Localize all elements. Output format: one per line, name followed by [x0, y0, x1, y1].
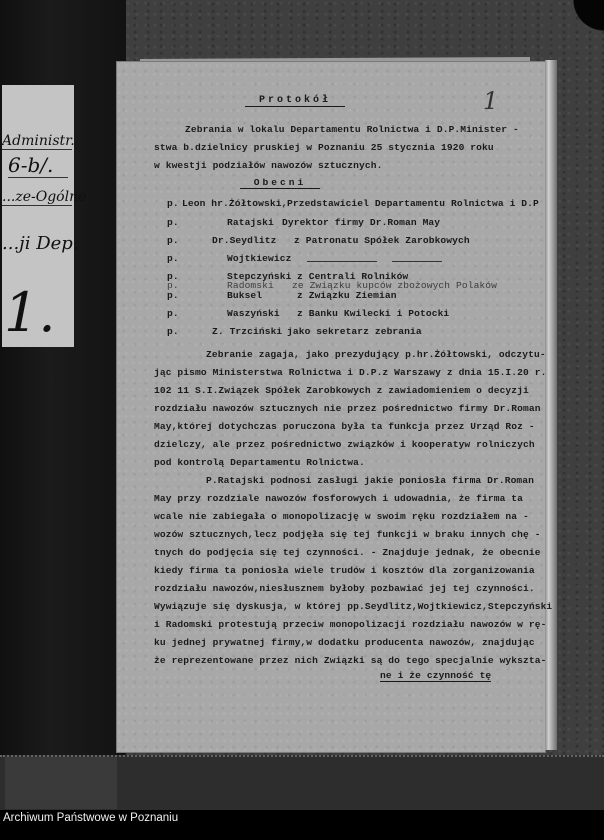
attendee-name: Waszyński [227, 308, 280, 319]
attendee-role: ze Związku kupców zbożowych Polaków [292, 280, 498, 291]
attendee-role: z Banku Kwilecki i Potocki [297, 308, 450, 319]
page-number: 1 [483, 87, 499, 115]
attendee-name: Leon hr.Żółtowski, [182, 198, 288, 209]
attendee-name: Buksel [227, 290, 263, 301]
attendee-name: Wojtkiewicz [227, 253, 292, 264]
attendee-row [167, 308, 450, 319]
corner-shadow [564, 0, 604, 40]
attendee-prefix: p. [167, 290, 179, 301]
paragraph-line: 102 11 S.I.Związek Spółek Zarobkowych z zawiadomieniem o decyzji [154, 385, 529, 396]
paragraph-line: kiedy firma ta poniosła wiele trudów i kosztów dla zorganizowania [154, 565, 535, 576]
blank-line [392, 261, 442, 262]
attendee-prefix: p. [167, 235, 179, 246]
attendee-prefix: p. [167, 253, 179, 264]
paragraph-line: że reprezentowane przez nich Związki są do tego specjalnie wykszta- [154, 655, 547, 666]
paragraph-line: i Radomski protestują przeciw monopolizacji rozdziału nawozów w rę- [154, 619, 547, 630]
attendee-name: Dr.Seydlitz [212, 235, 277, 246]
attendee-row [167, 198, 539, 209]
attendee-name: Stepczyński [227, 271, 292, 282]
attendee-role: z Patronatu Spółek Zarobkowych [294, 235, 470, 246]
present-heading: Obecni [240, 177, 320, 189]
paragraph-line: wcale nie zabiegała o monopolizację w swoim ręku rozdziałem na - [154, 511, 529, 522]
attendee-row [167, 326, 422, 337]
attendee-role: Przedstawiciel Departamentu Rolnictwa i D.P [287, 198, 539, 209]
paragraph-line: rozdziału nawozów sztucznych nie przez pośrednictwo firmy Dr.Roman [154, 403, 541, 414]
paragraph-line: wozów sztucznych,lecz podjęła się tej funkcji w braku innych chę - [154, 529, 541, 540]
attendee-role: Dyrektor firmy Dr.Roman May [282, 217, 441, 228]
attendee-row [167, 217, 441, 228]
attendee-name: Ratajski [227, 217, 274, 228]
attendee-role: jako sekretarz zebrania [287, 326, 422, 337]
attendee-role: z Związku Ziemian [297, 290, 397, 301]
archive-label-card [2, 85, 87, 347]
attendee-row [167, 253, 292, 264]
paragraph-line: jąc pismo Ministerstwa Rolnictwa i D.P.z Warszawy z dnia 15.I.20 r. [154, 367, 547, 378]
intro-line: stwa b.dzielnicy pruskiej w Poznaniu 25 stycznia 1920 roku [154, 142, 494, 153]
intro-line: w kwestji podziałów nawozów sztucznych. [154, 160, 383, 171]
paragraph-line: ne i że czynność tę [380, 670, 492, 681]
label-line-5: 1. [4, 281, 56, 344]
paragraph-line: ku jednej prywatnej firmy,w dodatku producenta nawozów, znajdując [154, 637, 535, 648]
paper-side-edge [545, 60, 557, 750]
label-line-1: Administr. [2, 133, 75, 149]
attendee-row [167, 235, 470, 246]
attendee-row [167, 290, 397, 301]
paragraph-line: tnych do podjęcia się tej czynności. - Znajduje jednak, że obecnie [154, 547, 541, 558]
paragraph-line: May przy rozdziale nawozów fosforowych i udowadnia, że firma ta [154, 493, 524, 504]
blank-line [307, 261, 377, 262]
label-line-3: ...ze-Ogólne [2, 189, 87, 205]
archive-credit: Archiwum Państwowe w Poznaniu [3, 812, 179, 824]
attendee-name: Radomski [227, 280, 274, 291]
paragraph-line: P.Ratajski podnosi zasługi jakie poniosła firma Dr.Roman [206, 475, 535, 486]
paragraph-line: dzielczy, ale przez pośrednictwo związków i kooperatyw rolniczych [154, 439, 535, 450]
document-title: Protokół [245, 95, 345, 107]
paragraph-line: May,której dotychczas poruczona była ta funkcja przez Urząd Roz - [154, 421, 535, 432]
attendee-prefix: p. [167, 217, 179, 228]
attendee-prefix: p. [167, 280, 179, 291]
paragraph-line: Zebranie zagaja, jako prezydujący p.hr.Żółtowski, odczytu- [206, 349, 546, 360]
paragraph-line: Wywiązuje się dyskusja, w której pp.Seydlitz,Wojtkiewicz,Stepczyński [154, 601, 553, 612]
attendee-prefix: p. [167, 326, 179, 337]
bottom-board-left [5, 757, 117, 809]
attendee-prefix: p. [167, 271, 179, 282]
label-line-2: 6-b/. [8, 153, 68, 178]
attendee-role: z Centrali Rolników [297, 271, 409, 282]
attendee-prefix: p. [167, 198, 179, 209]
attendee-name: Z. Trzciński [212, 326, 283, 337]
bottom-board-strip [0, 755, 604, 810]
label-line-4: ...ji Dep. [2, 233, 79, 254]
paragraph-line: pod kontrolą Departamentu Rolnictwa. [154, 457, 365, 468]
paragraph-line: rozdziału nawozów,niesłusznem byłoby pozbawiać jej tej czynności. [154, 583, 535, 594]
intro-line: Zebrania w lokalu Departamentu Rolnictwa i D.P.Minister - [185, 124, 519, 135]
attendee-prefix: p. [167, 308, 179, 319]
